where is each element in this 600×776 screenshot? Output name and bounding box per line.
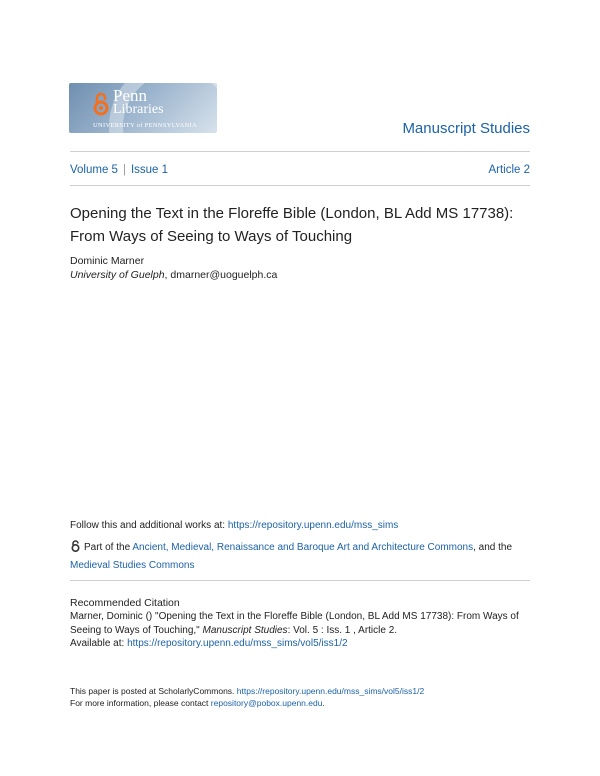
follow-line [70,520,398,531]
citation-link[interactable]: https://repository.upenn.edu/mss_sims/vol5/iss1/2 [127,638,348,649]
commons-prefix: Part of the [84,542,133,553]
article-title: Opening the Text in the Floreffe Bible (London, BL Add MS 17738): From Ways of Seeing to Ways of Touching [70,205,514,245]
journal-link[interactable]: Manuscript Studies [402,120,530,137]
citation-journal: Manuscript Studies [202,624,288,636]
author-email: dmarner@uoguelph.ca [170,269,278,281]
citation-text [70,610,535,651]
divider-citation [70,580,530,581]
article-number-link[interactable]: Article 2 [488,164,530,176]
posted-link[interactable]: https://repository.upenn.edu/mss_sims/vol5/iss1/2 [236,686,425,696]
separator: | [122,164,126,176]
logo-name-line2: Libraries [113,102,164,117]
citation-part1: Marner, Dominic () "Opening the Text in the Floreffe Bible (London, BL Add MS 17738): From Ways of Seeing to Ways of Touching," [70,611,519,636]
repository-link[interactable]: https://repository.upenn.edu/mss_sims [227,520,399,531]
commons-line [70,539,530,575]
affiliation-name: University of Guelph [70,269,165,281]
contact-email-link[interactable]: repository@pobox.upenn.edu [210,698,323,708]
contact-end: . [322,698,325,708]
volume-link[interactable]: Volume 5 [70,164,118,176]
citation-heading: Recommended Citation [70,597,180,609]
citation-part2: : Vol. 5 : Iss. 1 , Article 2. [287,624,398,636]
posted-text: This paper is posted at ScholarlyCommons. [70,686,237,696]
divider-top [70,151,530,152]
open-access-small-icon [70,540,81,552]
art-commons-link[interactable]: Ancient, Medieval, Renaissance and Baroque Art and Architecture Commons [132,542,474,553]
follow-text: Follow this and additional works at: [70,520,228,531]
contact-text: For more information, please contact [70,698,211,708]
commons-middle: , and the [473,542,513,553]
issue-link[interactable]: Issue 1 [130,164,169,176]
footer [70,685,540,709]
logo-name-line1: Penn [113,86,147,105]
author-affiliation: University of Guelph, dmarner@uoguelph.ca [70,269,278,281]
logo-tagline: UNIVERSITY of PENNSYLVANIA [93,122,197,129]
divider-bottom [70,185,530,186]
author-name: Dominic Marner [70,255,145,267]
medieval-commons-link[interactable]: Medieval Studies Commons [70,560,195,571]
volume-issue-row [70,164,530,176]
open-access-icon [93,91,109,117]
available-label: Available at: [70,638,128,649]
penn-libraries-logo [69,83,217,133]
